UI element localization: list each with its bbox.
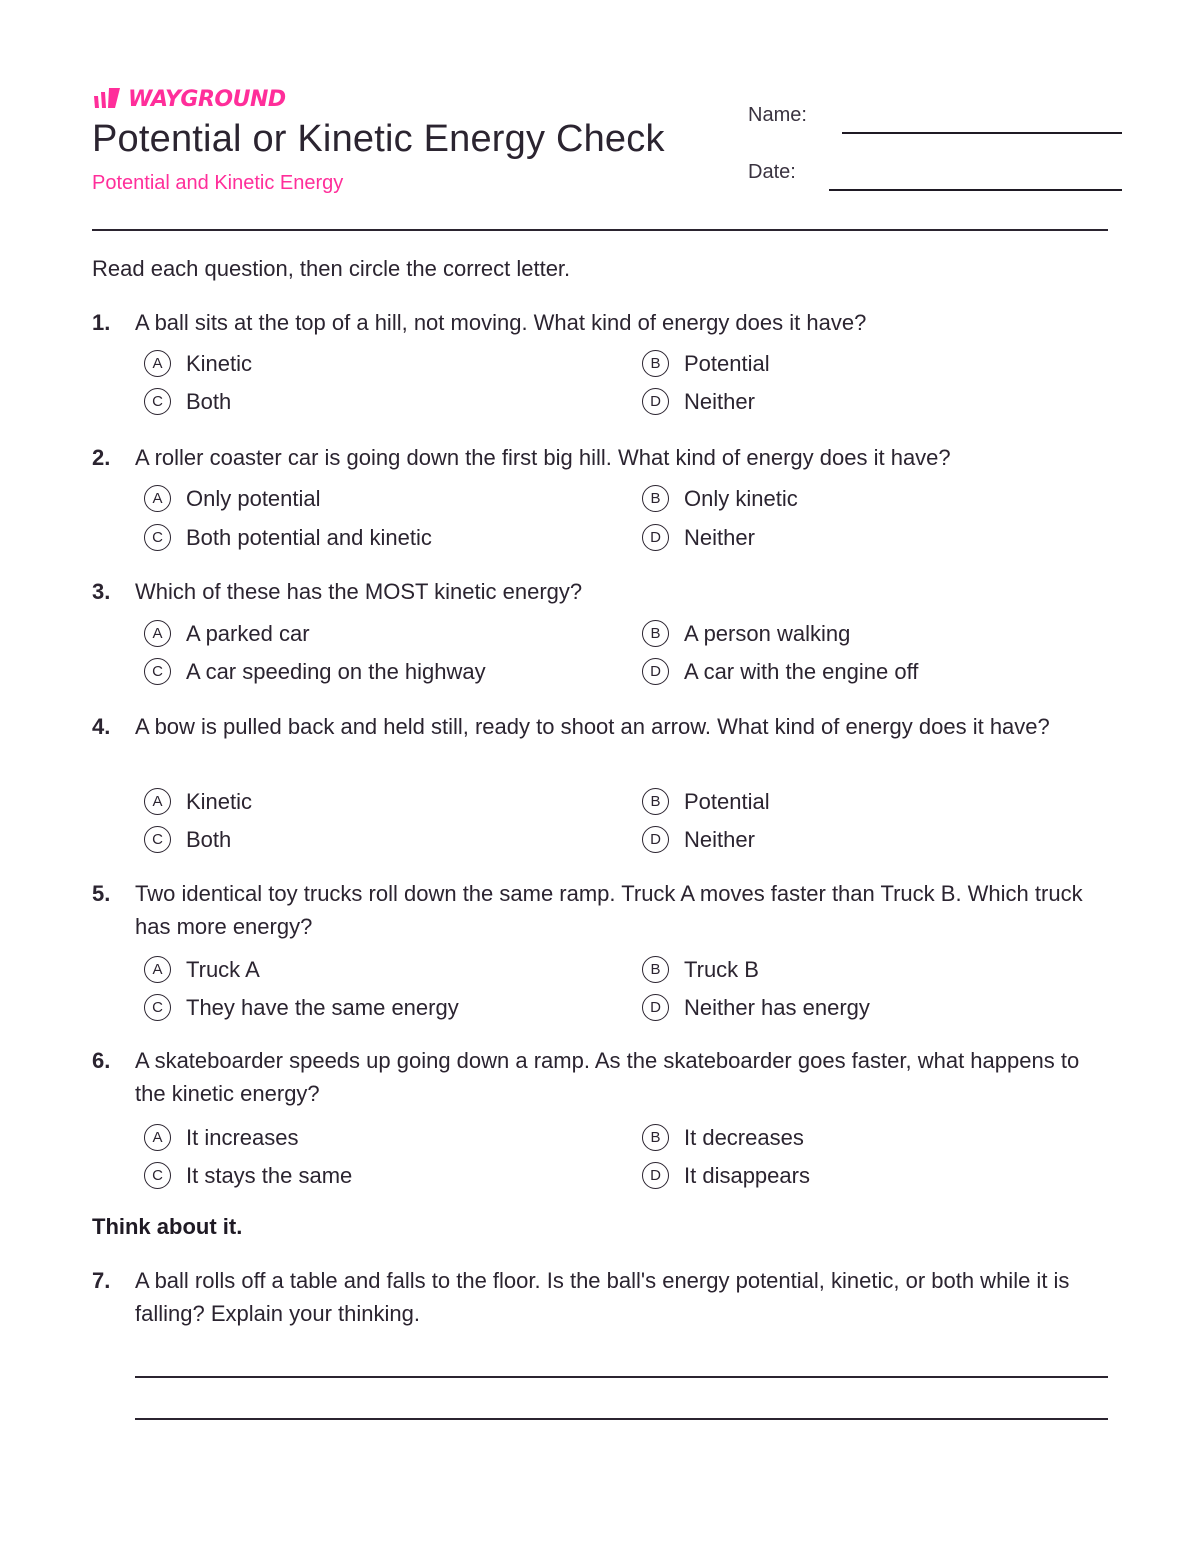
option-text: A person walking <box>684 620 851 646</box>
option-text: Truck B <box>684 956 759 982</box>
option-a[interactable] <box>144 956 260 983</box>
instructions: Read each question, then circle the correct letter. <box>92 256 571 281</box>
letter-bubble: C <box>144 388 171 415</box>
option-a[interactable] <box>144 1124 299 1151</box>
question-number: 1. <box>92 310 111 335</box>
date-label: Date: <box>748 161 796 183</box>
option-c[interactable] <box>144 388 231 415</box>
letter-bubble: D <box>642 1162 669 1189</box>
question-text: Which of these has the MOST kinetic energy? <box>135 579 583 604</box>
option-b[interactable] <box>642 788 770 815</box>
section-heading: Think about it. <box>92 1214 243 1239</box>
letter-bubble: B <box>642 620 669 647</box>
option-text: Truck A <box>186 956 260 982</box>
option-a[interactable] <box>144 485 321 512</box>
option-text: Kinetic <box>186 788 253 814</box>
option-text: Neither has energy <box>684 994 870 1020</box>
option-d[interactable] <box>642 524 755 551</box>
letter-bubble: C <box>144 658 171 685</box>
letter-bubble: D <box>642 826 669 853</box>
option-b[interactable] <box>642 1124 804 1151</box>
option-text: Only kinetic <box>684 485 798 511</box>
page-subtitle: Potential and Kinetic Energy <box>92 172 344 194</box>
question-text: A ball sits at the top of a hill, not moving. What kind of energy does it have? <box>135 310 867 335</box>
option-a[interactable] <box>144 620 310 647</box>
option-text: Both potential and kinetic <box>186 524 432 550</box>
answer-line-1[interactable] <box>135 1376 1108 1378</box>
option-c[interactable] <box>144 1162 352 1189</box>
letter-bubble: A <box>144 620 171 647</box>
option-text: Neither <box>684 388 755 414</box>
option-text: A car speeding on the highway <box>186 658 486 684</box>
option-a[interactable] <box>144 350 252 377</box>
question-number: 5. <box>92 881 111 906</box>
option-c[interactable] <box>144 826 231 853</box>
option-a[interactable] <box>144 788 252 815</box>
letter-bubble: A <box>144 956 171 983</box>
question-text: A roller coaster car is going down the first big hill. What kind of energy does it have? <box>135 445 951 470</box>
option-d[interactable] <box>642 1162 810 1189</box>
option-text: It increases <box>186 1124 299 1150</box>
option-text: They have the same energy <box>186 994 459 1020</box>
page-title: Potential or Kinetic Energy Check <box>92 118 665 160</box>
option-b[interactable] <box>642 620 850 647</box>
name-line <box>842 132 1122 134</box>
option-text: Neither <box>684 826 755 852</box>
option-text: Both <box>186 826 232 852</box>
letter-bubble: B <box>642 350 669 377</box>
option-d[interactable] <box>642 826 755 853</box>
question-number: 6. <box>92 1048 111 1073</box>
letter-bubble: D <box>642 388 669 415</box>
option-text: A car with the engine off <box>684 658 919 684</box>
question-text: Two identical toy trucks roll down the same ramp. Truck A moves faster than Truck B. Which truck has more energy? <box>135 881 1083 939</box>
letter-bubble: A <box>144 788 171 815</box>
option-text: Kinetic <box>186 350 253 376</box>
letter-bubble: D <box>642 994 669 1021</box>
brand-logo <box>92 86 286 112</box>
letter-bubble: B <box>642 485 669 512</box>
option-text: It stays the same <box>186 1162 353 1188</box>
letter-bubble: C <box>144 994 171 1021</box>
name-field[interactable] <box>748 104 807 127</box>
option-b[interactable] <box>642 956 759 983</box>
question-number: 3. <box>92 579 111 604</box>
option-b[interactable] <box>642 485 798 512</box>
option-c[interactable] <box>144 658 486 685</box>
question-number: 4. <box>92 714 111 739</box>
option-c[interactable] <box>144 524 432 551</box>
letter-bubble: B <box>642 788 669 815</box>
letter-bubble: B <box>642 956 669 983</box>
option-text: Only potential <box>186 485 321 511</box>
brand-name: WAYGROUND <box>128 86 286 112</box>
option-text: It disappears <box>684 1162 810 1188</box>
date-line <box>829 189 1122 191</box>
option-text: Potential <box>684 350 770 376</box>
option-text: It decreases <box>684 1124 804 1150</box>
option-text: Potential <box>684 788 770 814</box>
question-text: A ball rolls off a table and falls to the floor. Is the ball's energy potential, kinetic, or both while it is falling? Explain your thinking. <box>135 1268 1070 1326</box>
question-text: A bow is pulled back and held still, ready to shoot an arrow. What kind of energy does it have? <box>135 714 1050 739</box>
question-number: 2. <box>92 445 111 470</box>
date-field[interactable] <box>748 161 796 184</box>
question-text: A skateboarder speeds up going down a ramp. As the skateboarder goes faster, what happens to the kinetic energy? <box>135 1048 1080 1106</box>
option-text: Neither <box>684 524 755 550</box>
letter-bubble: D <box>642 658 669 685</box>
answer-line-2[interactable] <box>135 1418 1108 1420</box>
letter-bubble: A <box>144 350 171 377</box>
letter-bubble: D <box>642 524 669 551</box>
question-number: 7. <box>92 1268 111 1293</box>
letter-bubble: A <box>144 485 171 512</box>
option-c[interactable] <box>144 994 459 1021</box>
option-b[interactable] <box>642 350 770 377</box>
letter-bubble: C <box>144 524 171 551</box>
letter-bubble: A <box>144 1124 171 1151</box>
wayground-logo-icon <box>92 86 122 112</box>
name-label: Name: <box>748 104 807 126</box>
option-d[interactable] <box>642 388 755 415</box>
header-divider <box>92 229 1108 231</box>
option-text: A parked car <box>186 620 310 646</box>
option-d[interactable] <box>642 658 918 685</box>
letter-bubble: C <box>144 1162 171 1189</box>
letter-bubble: B <box>642 1124 669 1151</box>
option-text: Both <box>186 388 232 414</box>
letter-bubble: C <box>144 826 171 853</box>
option-d[interactable] <box>642 994 870 1021</box>
